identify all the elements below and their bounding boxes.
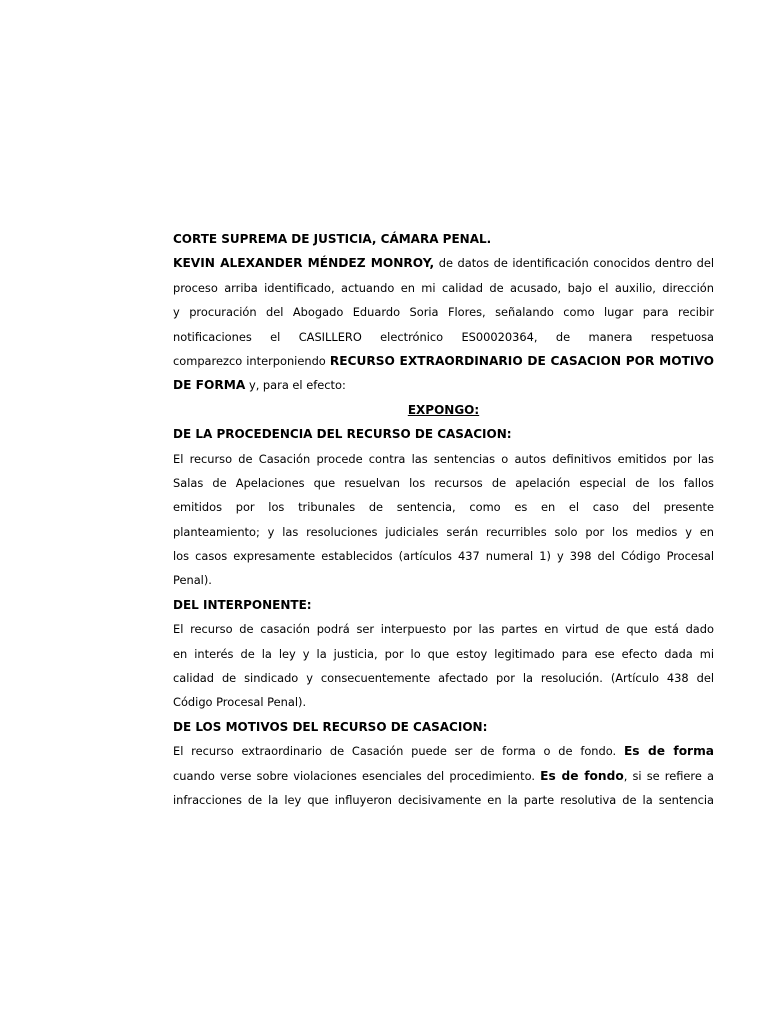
- intro-line-5: comparezco interponiendo RECURSO EXTRAORDINARIO DE CASACION POR MOTIVO: [173, 353, 714, 368]
- section-procedencia-title: DE LA PROCEDENCIA DEL RECURSO DE CASACION:: [173, 427, 512, 442]
- petitioner-name: KEVIN ALEXANDER MÉNDEZ MONROY,: [173, 256, 435, 271]
- section-procedencia-line: Salas de Apelaciones que resuelvan los recursos de apelación especial de los fallos: [173, 475, 714, 490]
- court-heading: CORTE SUPREMA DE JUSTICIA, CÁMARA PENAL.: [173, 232, 492, 246]
- section-procedencia-line: planteamiento; y las resoluciones judiciales serán recurribles solo por los medios y en: [173, 524, 714, 539]
- es-de-fondo-label: Es de fondo: [540, 768, 624, 783]
- section-motivos-line-1: El recurso extraordinario de Casación puede ser de forma o de fondo. Es de forma: [173, 744, 714, 759]
- section-procedencia-line: emitidos por los tribunales de sentencia, como es en el caso del presente: [173, 500, 714, 515]
- section-procedencia-line: El recurso de Casación procede contra las sentencias o autos definitivos emitidos por las: [173, 451, 714, 466]
- section-interponente-title: DEL INTERPONENTE:: [173, 597, 312, 612]
- section-interponente-line: en interés de la ley y la justicia, por lo que estoy legitimado para ese efecto dada mi: [173, 646, 714, 661]
- section-motivos-title: DE LOS MOTIVOS DEL RECURSO DE CASACION:: [173, 719, 488, 734]
- intro-line-6: DE FORMA y, para el efecto:: [173, 378, 346, 393]
- intro-line-1: KEVIN ALEXANDER MÉNDEZ MONROY, de datos de identificación conocidos dentro del: [173, 256, 714, 271]
- remedy-title: RECURSO EXTRAORDINARIO DE CASACION POR MOTIVO: [329, 353, 714, 368]
- section-interponente-line: El recurso de casación podrá ser interpuesto por las partes en virtud de que está dado: [173, 622, 714, 637]
- section-motivos-line-3: infracciones de la ley que influyeron decisivamente en la parte resolutiva de la sentencia: [173, 792, 714, 807]
- expongo-heading: EXPONGO:: [407, 402, 480, 417]
- section-interponente-line: Código Procesal Penal).: [173, 695, 307, 710]
- section-procedencia-line: los casos expresamente establecidos (artículos 437 numeral 1) y 398 del Código Procesal: [173, 549, 714, 564]
- section-procedencia-line: Penal).: [173, 573, 212, 588]
- intro-line-2: proceso arriba identificado, actuando en mi calidad de acusado, bajo el auxilio, dirección: [173, 280, 714, 295]
- es-de-forma-label: Es de forma: [623, 744, 714, 759]
- intro-line-4: notificaciones el CASILLERO electrónico ES00020364, de manera respetuosa: [173, 329, 714, 344]
- section-motivos-line-2: cuando verse sobre violaciones esenciales del procedimiento. Es de fondo, si se refiere a: [173, 768, 714, 783]
- remedy-title-end: DE FORMA: [173, 378, 246, 393]
- section-interponente-line: calidad de sindicado y consecuentemente afectado por la resolución. (Artículo 438 del: [173, 671, 714, 686]
- intro-line-3: y procuración del Abogado Eduardo Soria Flores, señalando como lugar para recibir: [173, 305, 714, 320]
- document-body: [173, 227, 714, 812]
